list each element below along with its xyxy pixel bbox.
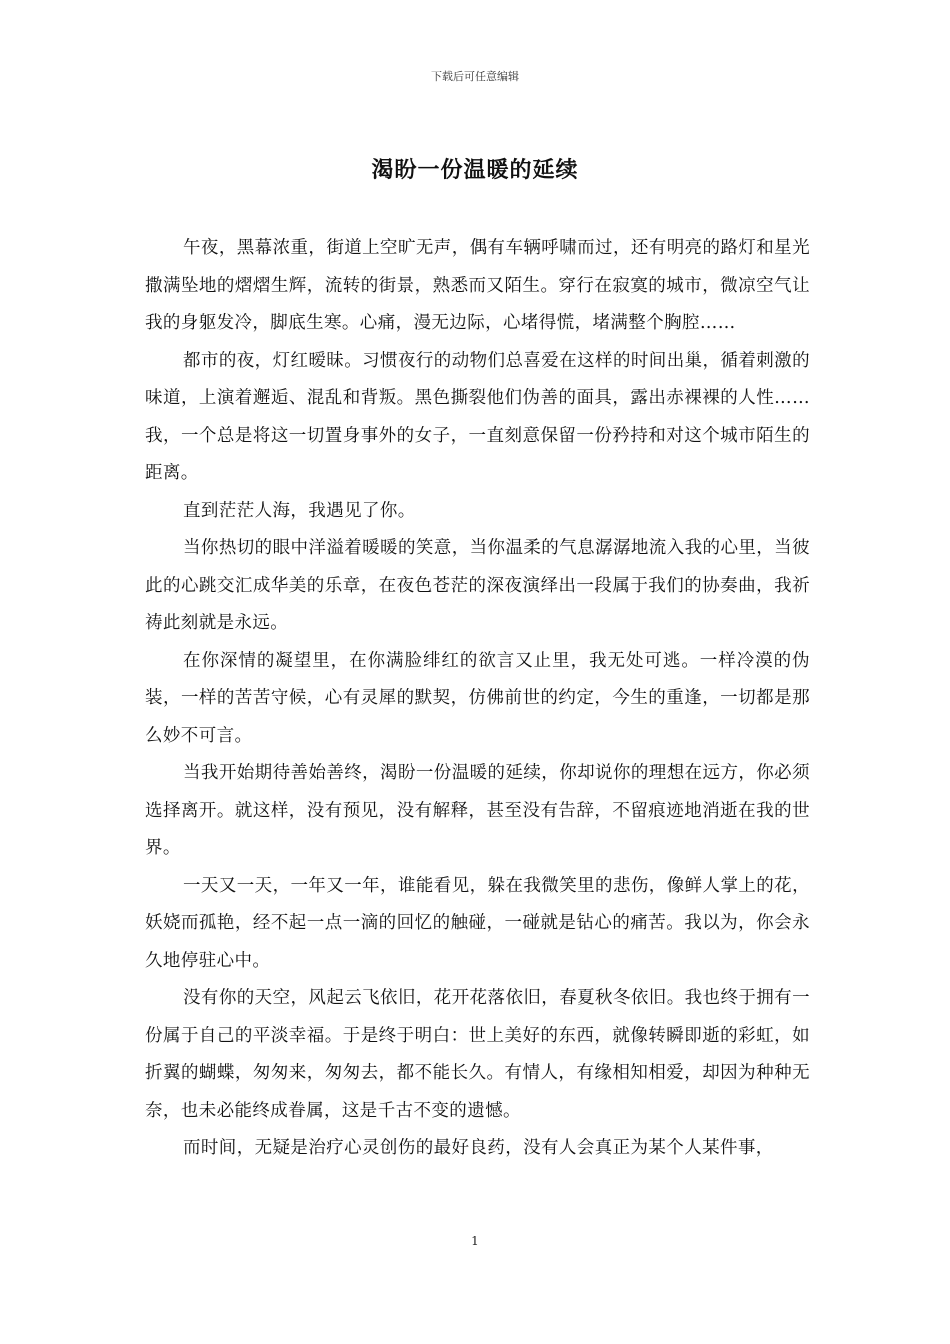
paragraph: 一天又一天，一年又一年，谁能看见，躲在我微笑里的悲伤，像鲜人掌上的花，妖娆而孤艳，经不起一点一滴的回忆的触碰，一碰就是钻心的痛苦。我以为，你会永久地停驻心中。 — [145, 875, 810, 971]
paragraph: 没有你的天空，风起云飞依旧，花开花落依旧，春夏秋冬依旧。我也终于拥有一份属于自己的平淡幸福。于是终于明白：世上美好的东西，就像转瞬即逝的彩虹，如折翼的蝴蝶，匆匆来，匆匆去，都不能长久。有情人，有缘相知相爱，却因为种种无奈，也未必能终成眷属，这是千古不变的遗憾。 — [145, 988, 810, 1121]
paragraph: 当我开始期待善始善终，渴盼一份温暖的延续，你却说你的理想在远方，你必须选择离开。就这样，没有预见，没有解释，甚至没有告辞，不留痕迹地消逝在我的世界。 — [145, 763, 810, 858]
paragraph: 在你深情的凝望里，在你满脸绯红的欲言又止里，我无处可逃。一样冷漠的伪装，一样的苦苦守候，心有灵犀的默契，仿佛前世的约定，今生的重逢，一切都是那么妙不可言。 — [145, 650, 810, 746]
document-title: 渴盼一份温暖的延续 — [371, 158, 579, 183]
page-header-note: 下载后可任意编辑 — [431, 70, 519, 83]
paragraph: 直到茫茫人海，我遇见了你。 — [183, 500, 416, 521]
paragraph: 午夜，黑幕浓重，街道上空旷无声，偶有车辆呼啸而过，还有明亮的路灯和星光撒满坠地的熠熠生辉，流转的街景，熟悉而又陌生。穿行在寂寞的城市，微凉空气让我的身躯发冷，脚底生寒。心痛，漫无边际，心堵得慌，堵满整个胸腔…… — [145, 238, 810, 333]
paragraph: 而时间，无疑是治疗心灵创伤的最好良药，没有人会真正为某个人某件事， — [183, 1138, 774, 1158]
paragraph: 当你热切的眼中洋溢着暖暖的笑意，当你温柔的气息潺潺地流入我的心里，当彼此的心跳交汇成华美的乐章，在夜色苍茫的深夜演绎出一段属于我们的协奏曲，我祈祷此刻就是永远。 — [145, 538, 810, 633]
page-number: 1 — [471, 1234, 479, 1248]
document-body — [145, 230, 810, 1168]
paragraph: 都市的夜，灯红暧昧。习惯夜行的动物们总喜爱在这样的时间出巢，循着刺激的味道，上演着邂逅、混乱和背叛。黑色撕裂他们伪善的面具，露出赤裸裸的人性……我，一个总是将这一切置身事外的女子，一直刻意保留一份矜持和对这个城市陌生的距离。 — [145, 350, 810, 483]
